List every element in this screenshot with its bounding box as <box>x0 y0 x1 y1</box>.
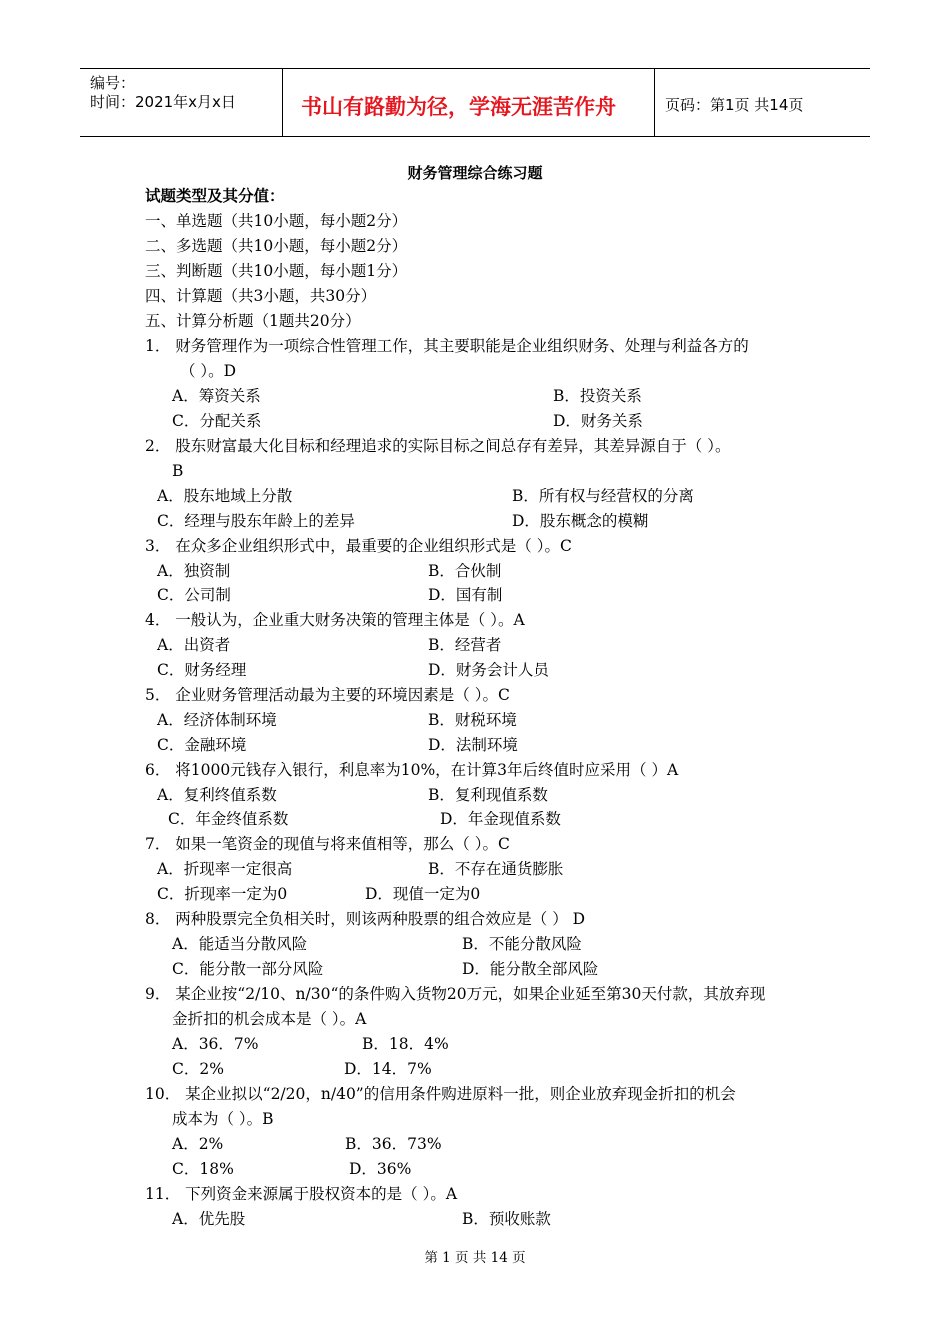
types-heading: 试题类型及其分值： <box>145 187 285 205</box>
question-stem: （ ）。D <box>180 362 237 380</box>
question-option: C．能分散一部分风险 <box>172 960 324 978</box>
page-footer: 第 1 页 共 14 页 <box>424 1250 526 1266</box>
question-stem: 8． 两种股票完全负相关时，则该两种股票的组合效应是（ ） D <box>145 910 586 928</box>
question-option: C．金融环境 <box>157 736 247 754</box>
question-option: C．财务经理 <box>157 661 247 679</box>
question-option: D．法制环境 <box>428 736 518 754</box>
question-option: B．不能分散风险 <box>462 935 582 953</box>
type-item: 三、判断题（共10小题，每小题1分） <box>145 262 408 280</box>
question-option: D．财务会计人员 <box>428 661 549 679</box>
header-motto: 书山有路勤为径，学海无涯苦作舟 <box>301 95 616 119</box>
type-item: 四、计算题（共3小题，共30分） <box>145 287 377 305</box>
question-option: B．36．73% <box>345 1135 442 1153</box>
question-option: C．折现率一定为0 <box>157 885 288 903</box>
question-option: B．不存在通货膨胀 <box>428 860 564 878</box>
question-stem: 10． 某企业拟以“2/20，n/40”的信用条件购进原料一批，则企业放弃现金折扣的机会 <box>145 1085 736 1103</box>
header-center-cell <box>283 69 655 136</box>
question-stem: 2． 股东财富最大化目标和经理追求的实际目标之间总存有差异，其差异源自于（ ）。 <box>145 437 731 455</box>
question-option: D．能分散全部风险 <box>462 960 599 978</box>
question-stem: 3． 在众多企业组织形式中，最重要的企业组织形式是（ ）。C <box>145 537 572 555</box>
question-option: D．年金现值系数 <box>440 810 561 828</box>
question-option: B．合伙制 <box>428 562 502 580</box>
question-option: B．预收账款 <box>462 1210 551 1228</box>
question-stem: 4． 一般认为，企业重大财务决策的管理主体是（ ）。A <box>145 611 525 629</box>
question-option: B．财税环境 <box>428 711 517 729</box>
question-option: D．财务关系 <box>553 412 643 430</box>
question-stem: 6． 将1000元钱存入银行，利息率为10%，在计算3年后终值时应采用（ ）A <box>145 761 679 779</box>
question-option: D．36% <box>349 1160 412 1178</box>
question-option: C．2% <box>172 1060 224 1078</box>
question-option: A．36．7% <box>172 1035 259 1053</box>
type-item: 五、计算分析题（1题共20分） <box>145 312 361 330</box>
question-stem: B <box>172 462 184 480</box>
question-option: A．折现率一定很高 <box>157 860 293 878</box>
document-title: 财务管理综合练习题 <box>407 164 543 182</box>
page-header <box>80 68 870 137</box>
header-left-cell <box>80 69 283 136</box>
question-option: D．股东概念的模糊 <box>512 512 649 530</box>
question-option: B．复利现值系数 <box>428 786 548 804</box>
question-option: A．筹资关系 <box>172 387 261 405</box>
question-option: D．现值一定为0 <box>365 885 481 903</box>
question-option: B．投资关系 <box>553 387 642 405</box>
question-option: A．能适当分散风险 <box>172 935 308 953</box>
question-option: C．分配关系 <box>172 412 262 430</box>
question-stem: 1． 财务管理作为一项综合性管理工作，其主要职能是企业组织财务、处理与利益各方的 <box>145 337 749 355</box>
question-option: A．2% <box>172 1135 224 1153</box>
question-option: A．经济体制环境 <box>157 711 277 729</box>
question-option: B．经营者 <box>428 636 502 654</box>
type-item: 二、多选题（共10小题，每小题2分） <box>145 237 408 255</box>
date-label: 时间：2021年x月x日 <box>90 93 236 111</box>
question-option: C．经理与股东年龄上的差异 <box>157 512 355 530</box>
question-option: B．18．4% <box>362 1035 449 1053</box>
question-option: B．所有权与经营权的分离 <box>512 487 694 505</box>
question-stem: 9． 某企业按“2/10、n/30“的条件购入货物20万元，如果企业延至第30天付款，其放弃现 <box>145 985 766 1003</box>
type-item: 一、单选题（共10小题，每小题2分） <box>145 212 408 230</box>
question-option: A．独资制 <box>157 562 231 580</box>
question-stem: 7． 如果一笔资金的现值与将来值相等，那么（ ）。C <box>145 835 510 853</box>
question-option: C．公司制 <box>157 586 231 604</box>
serial-label: 编号： <box>90 74 136 92</box>
question-stem: 11． 下列资金来源属于股权资本的是（ ）。A <box>145 1185 458 1203</box>
question-stem: 5． 企业财务管理活动最为主要的环境因素是（ ）。C <box>145 686 510 704</box>
header-right-cell <box>655 69 870 136</box>
question-option: C．18% <box>172 1160 234 1178</box>
question-option: A．股东地域上分散 <box>157 487 293 505</box>
question-option: A．出资者 <box>157 636 231 654</box>
question-stem: 金折扣的机会成本是（ ）。A <box>172 1010 367 1028</box>
question-option: A．优先股 <box>172 1210 246 1228</box>
question-stem: 成本为（ ）。B <box>172 1110 274 1128</box>
question-option: C．年金终值系数 <box>168 810 289 828</box>
question-option: D．国有制 <box>428 586 503 604</box>
page-info: 页码：第1页 共14页 <box>665 96 804 114</box>
question-option: D．14．7% <box>344 1060 432 1078</box>
question-option: A．复利终值系数 <box>157 786 277 804</box>
